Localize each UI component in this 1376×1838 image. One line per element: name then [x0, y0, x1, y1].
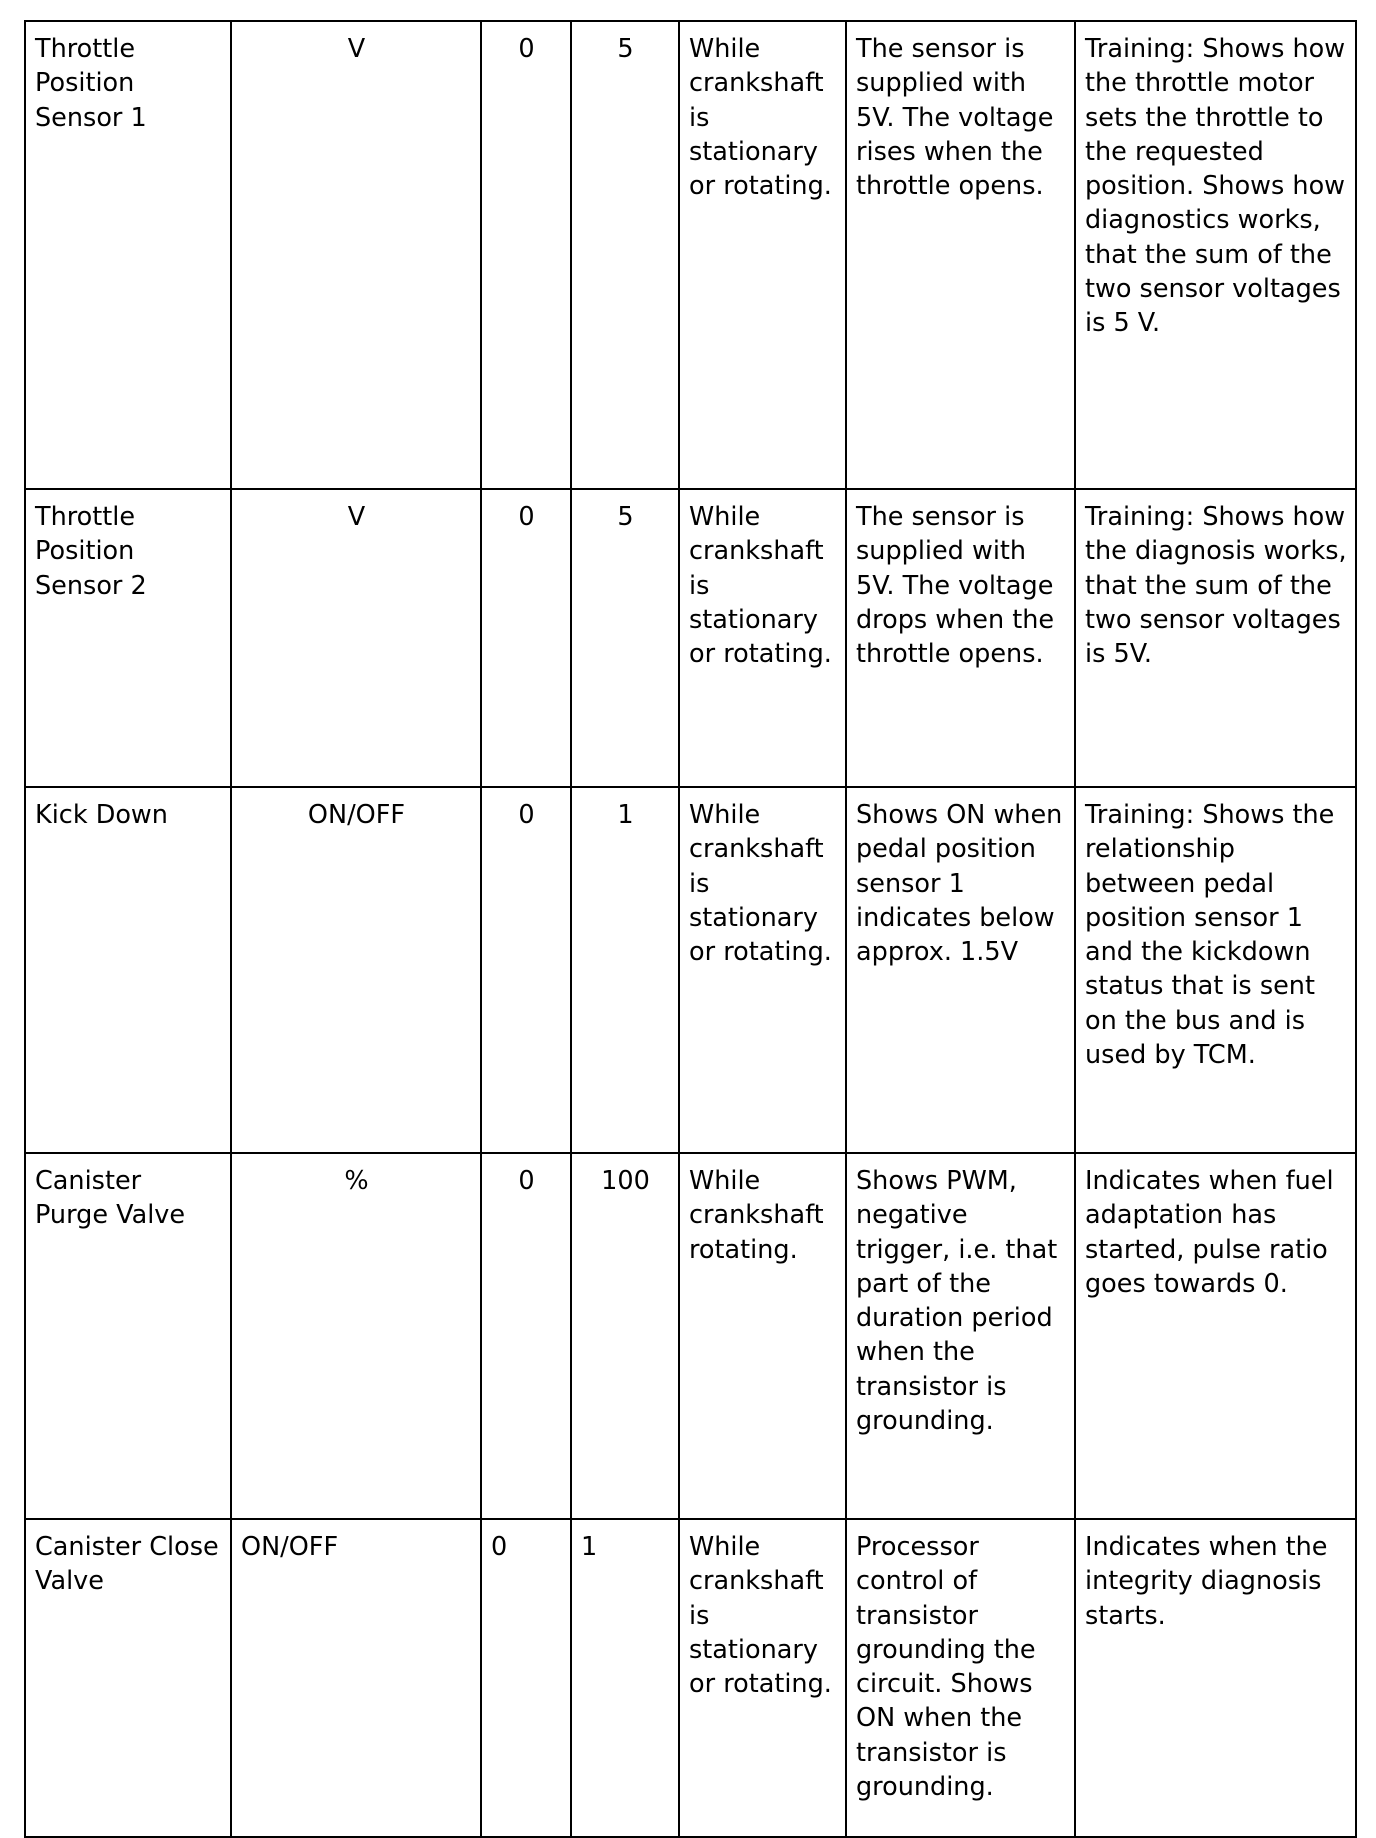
description-cell: Shows ON when pedal position sensor 1 indicates below approx. 1.5V	[846, 787, 1075, 1153]
table-row	[25, 1519, 1356, 1837]
condition-cell: While crankshaft is stationary or rotating.	[679, 489, 846, 787]
unit-cell: V	[231, 489, 481, 787]
parameter-name-cell: Canister Purge Valve	[25, 1153, 231, 1519]
notes-cell: Training: Shows the relationship between pedal position sensor 1 and the kickdown status that is sent on the bus and is used by TCM.	[1075, 787, 1356, 1153]
max-value-cell: 100	[571, 1153, 679, 1519]
parameter-name-cell: Throttle Position Sensor 1	[25, 21, 231, 489]
condition-cell: While crankshaft is stationary or rotating.	[679, 1519, 846, 1837]
notes-cell: Training: Shows how the throttle motor sets the throttle to the requested position. Shows how diagnostics works, that the sum of the two sensor voltages is 5 V.	[1075, 21, 1356, 489]
table-row	[25, 787, 1356, 1153]
min-value-cell: 0	[481, 1153, 571, 1519]
max-value-cell: 5	[571, 489, 679, 787]
unit-cell: ON/OFF	[231, 787, 481, 1153]
notes-cell: Indicates when the integrity diagnosis starts.	[1075, 1519, 1356, 1837]
max-value-cell: 5	[571, 21, 679, 489]
parameter-name-cell: Kick Down	[25, 787, 231, 1153]
condition-cell: While crankshaft is stationary or rotating.	[679, 787, 846, 1153]
unit-cell: V	[231, 21, 481, 489]
max-value-cell: 1	[571, 787, 679, 1153]
condition-cell: While crankshaft is stationary or rotating.	[679, 21, 846, 489]
description-cell: The sensor is supplied with 5V. The voltage rises when the throttle opens.	[846, 21, 1075, 489]
min-value-cell: 0	[481, 489, 571, 787]
condition-cell: While crankshaft rotating.	[679, 1153, 846, 1519]
parameter-name-cell: Canister Close Valve	[25, 1519, 231, 1837]
description-cell: The sensor is supplied with 5V. The voltage drops when the throttle opens.	[846, 489, 1075, 787]
min-value-cell: 0	[481, 787, 571, 1153]
description-cell: Processor control of transistor grounding the circuit. Shows ON when the transistor is grounding.	[846, 1519, 1075, 1837]
table-row	[25, 21, 1356, 489]
notes-cell: Indicates when fuel adaptation has started, pulse ratio goes towards 0.	[1075, 1153, 1356, 1519]
unit-cell: %	[231, 1153, 481, 1519]
description-cell: Shows PWM, negative trigger, i.e. that part of the duration period when the transistor is grounding.	[846, 1153, 1075, 1519]
table-row	[25, 489, 1356, 787]
min-value-cell: 0	[481, 21, 571, 489]
parameter-name-cell: Throttle Position Sensor 2	[25, 489, 231, 787]
max-value-cell: 1	[571, 1519, 679, 1837]
unit-cell: ON/OFF	[231, 1519, 481, 1837]
table-row	[25, 1153, 1356, 1519]
min-value-cell: 0	[481, 1519, 571, 1837]
sensor-parameter-table	[24, 20, 1357, 1838]
notes-cell: Training: Shows how the diagnosis works, that the sum of the two sensor voltages is 5V.	[1075, 489, 1356, 787]
